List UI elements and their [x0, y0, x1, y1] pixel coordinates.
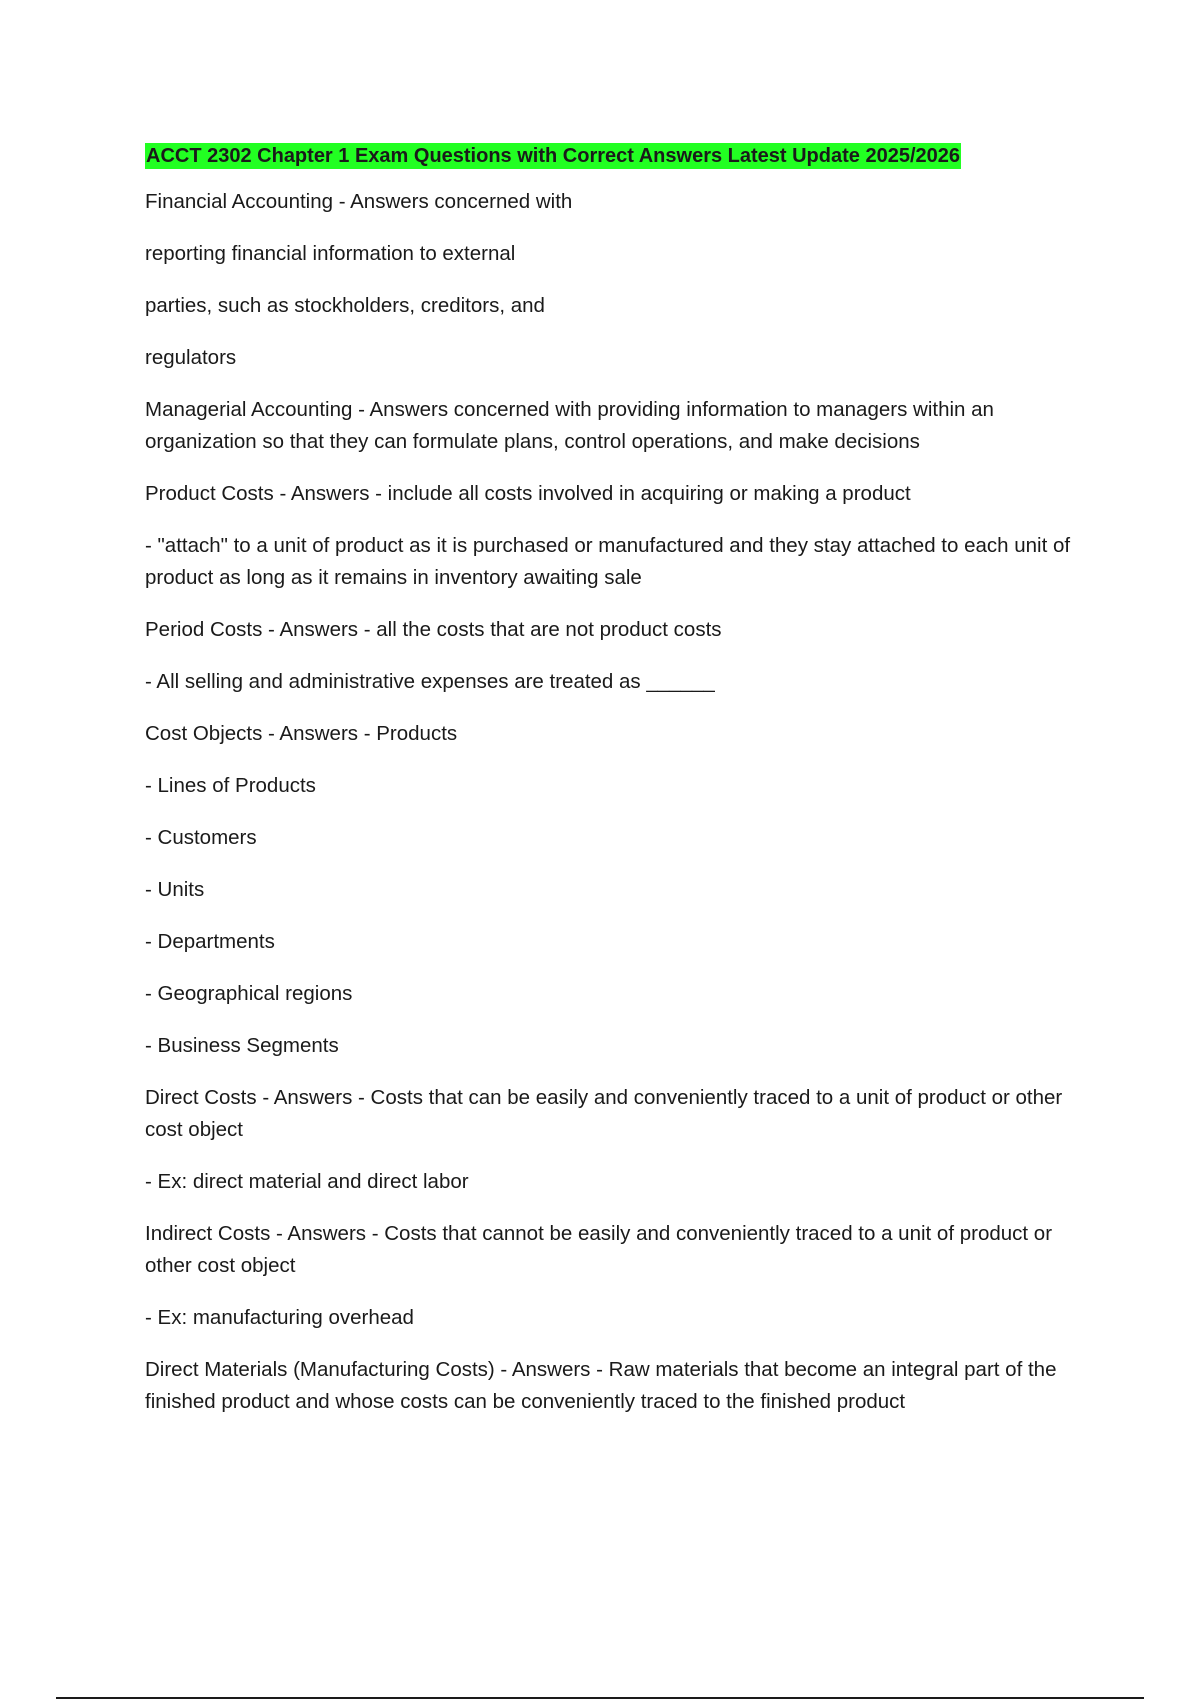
list-item-customers: - Customers	[145, 826, 257, 849]
list-item-lines-of-products: - Lines of Products	[145, 774, 316, 797]
paragraph-indirect-costs-example: - Ex: manufacturing overhead	[145, 1306, 414, 1329]
paragraph-managerial-accounting: Managerial Accounting - Answers concerned with providing information to managers within an organization so that they can formulate plans, control operations, and make decisions	[145, 398, 994, 453]
paragraph-product-costs: Product Costs - Answers - include all costs involved in acquiring or making a product	[145, 482, 911, 505]
document-title: ACCT 2302 Chapter 1 Exam Questions with Correct Answers Latest Update 2025/2026	[146, 145, 960, 167]
paragraph-direct-materials: Direct Materials (Manufacturing Costs) - Answers - Raw materials that become an integral part of the finished product and whose costs can be conveniently traced to the finished product	[145, 1358, 1057, 1413]
paragraph-period-costs: Period Costs - Answers - all the costs that are not product costs	[145, 618, 722, 641]
footer-divider	[56, 1697, 1144, 1699]
list-item-geographical-regions: - Geographical regions	[145, 982, 353, 1005]
paragraph-financial-accounting-1: Financial Accounting - Answers concerned with	[145, 190, 573, 213]
paragraph-cost-objects: Cost Objects - Answers - Products	[145, 722, 458, 745]
paragraph-indirect-costs: Indirect Costs - Answers - Costs that cannot be easily and conveniently traced to a unit of product or other cost object	[145, 1222, 1053, 1277]
paragraph-period-costs-selling: - All selling and administrative expenses are treated as ______	[145, 670, 715, 693]
title-line	[145, 143, 1090, 186]
list-item-business-segments: - Business Segments	[145, 1034, 339, 1057]
paragraph-direct-costs-example: - Ex: direct material and direct labor	[145, 1170, 469, 1193]
paragraph-financial-accounting-4: regulators	[145, 346, 237, 369]
paragraph-financial-accounting-2: reporting financial information to external	[145, 242, 516, 265]
paragraph-direct-costs: Direct Costs - Answers - Costs that can be easily and conveniently traced to a unit of product or other cost object	[145, 1086, 1063, 1141]
paragraph-financial-accounting-3: parties, such as stockholders, creditors, and	[145, 294, 545, 317]
document-body	[145, 143, 1090, 1438]
list-item-units: - Units	[145, 878, 205, 901]
paragraph-product-costs-attach: - "attach" to a unit of product as it is purchased or manufactured and they stay attached to each unit of product as long as it remains in inventory awaiting sale	[145, 534, 1071, 589]
list-item-departments: - Departments	[145, 930, 275, 953]
